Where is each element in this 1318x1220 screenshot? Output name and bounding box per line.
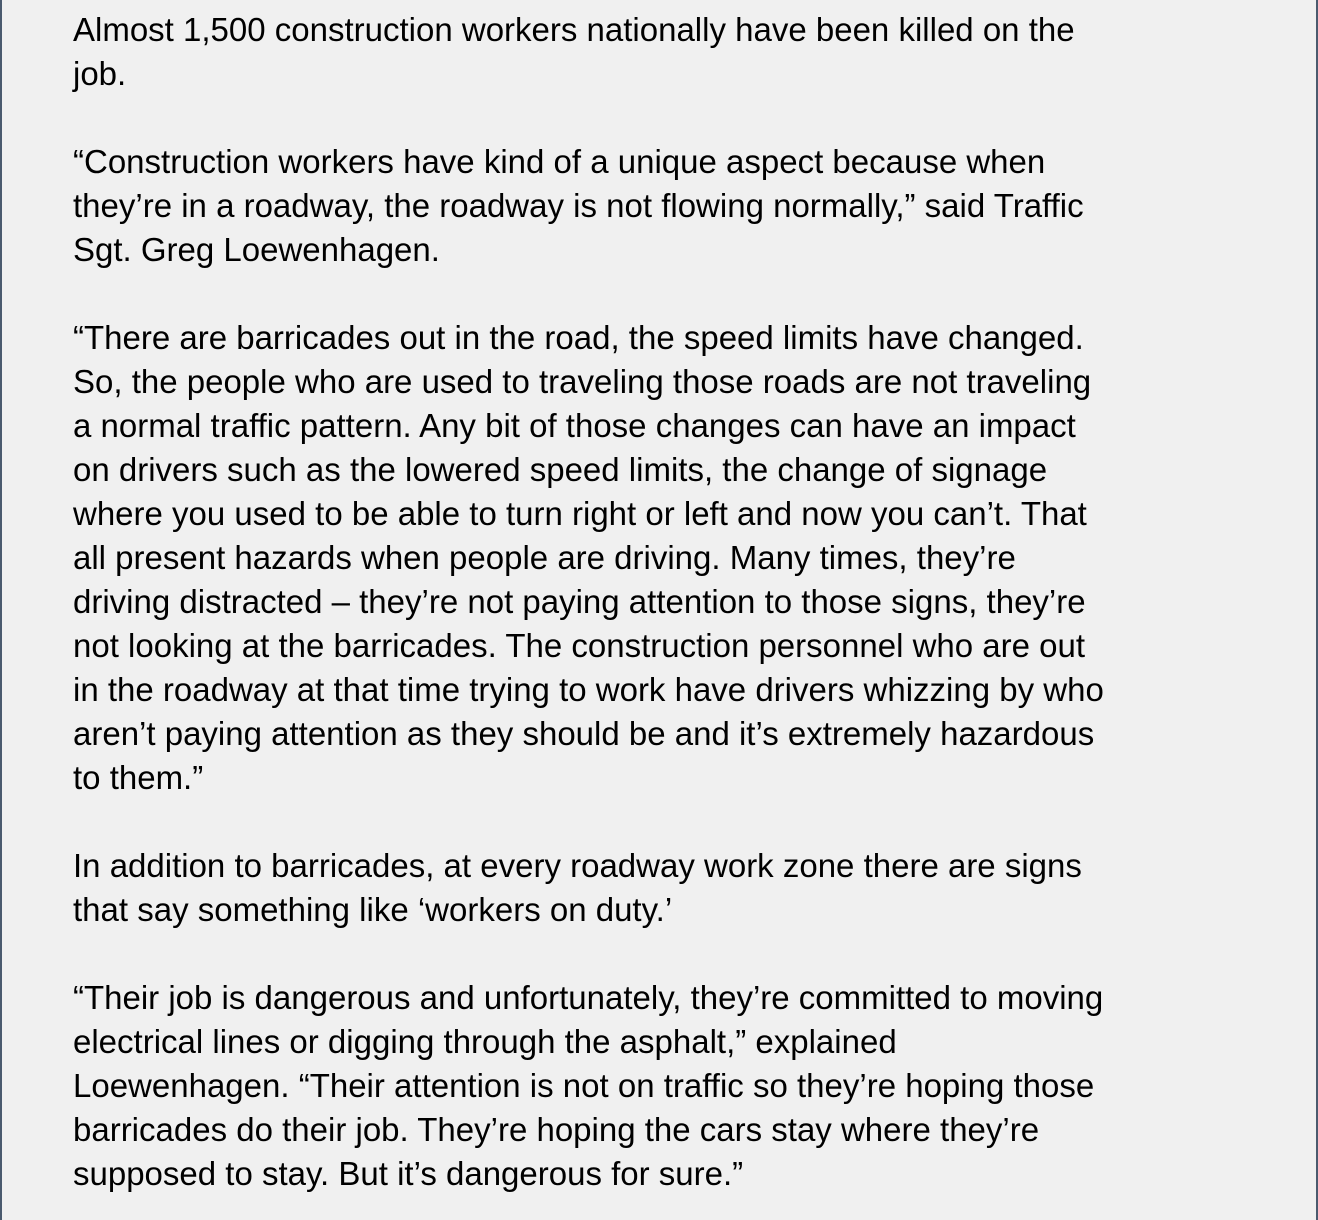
paragraph-worker-deaths: Almost 1,500 construction workers nationally have been killed on the job. bbox=[73, 11, 1075, 92]
article-body bbox=[73, 8, 1253, 1220]
paragraph-barricades-quote: “There are barricades out in the road, the speed limits have changed. So, the people who are used to traveling those roads are not traveling a normal traffic pattern. Any bit of those changes can have an impact on drivers such as the lowered speed limits, the change of signage where you used to be able to turn right or left and now you can’t. That all present hazards when people are driving. Many times, they’re driving distracted – they’re not paying attention to those signs, they’re not looking at the barricades. The construction personnel who are out in the roadway at that time trying to work have drivers whizzing by who aren’t paying attention as they should be and it’s extremely hazardous to them.” bbox=[73, 319, 1104, 796]
paragraph-work-zone-signs: In addition to barricades, at every roadway work zone there are signs that say something like ‘workers on duty.’ bbox=[73, 847, 1082, 928]
paragraph-unique-aspect-quote: “Construction workers have kind of a unique aspect because when they’re in a roadway, the roadway is not flowing normally,” said Traffic Sgt. Greg Loewenhagen. bbox=[73, 143, 1084, 268]
paragraph-dangerous-job-quote: “Their job is dangerous and unfortunately, they’re committed to moving electrical lines or digging through the asphalt,” explained Loewenhagen. “Their attention is not on traffic so they’re hoping those barricades do their job. They’re hoping the cars stay where they’re supposed to stay. But it’s dangerous for sure.” bbox=[73, 979, 1104, 1192]
